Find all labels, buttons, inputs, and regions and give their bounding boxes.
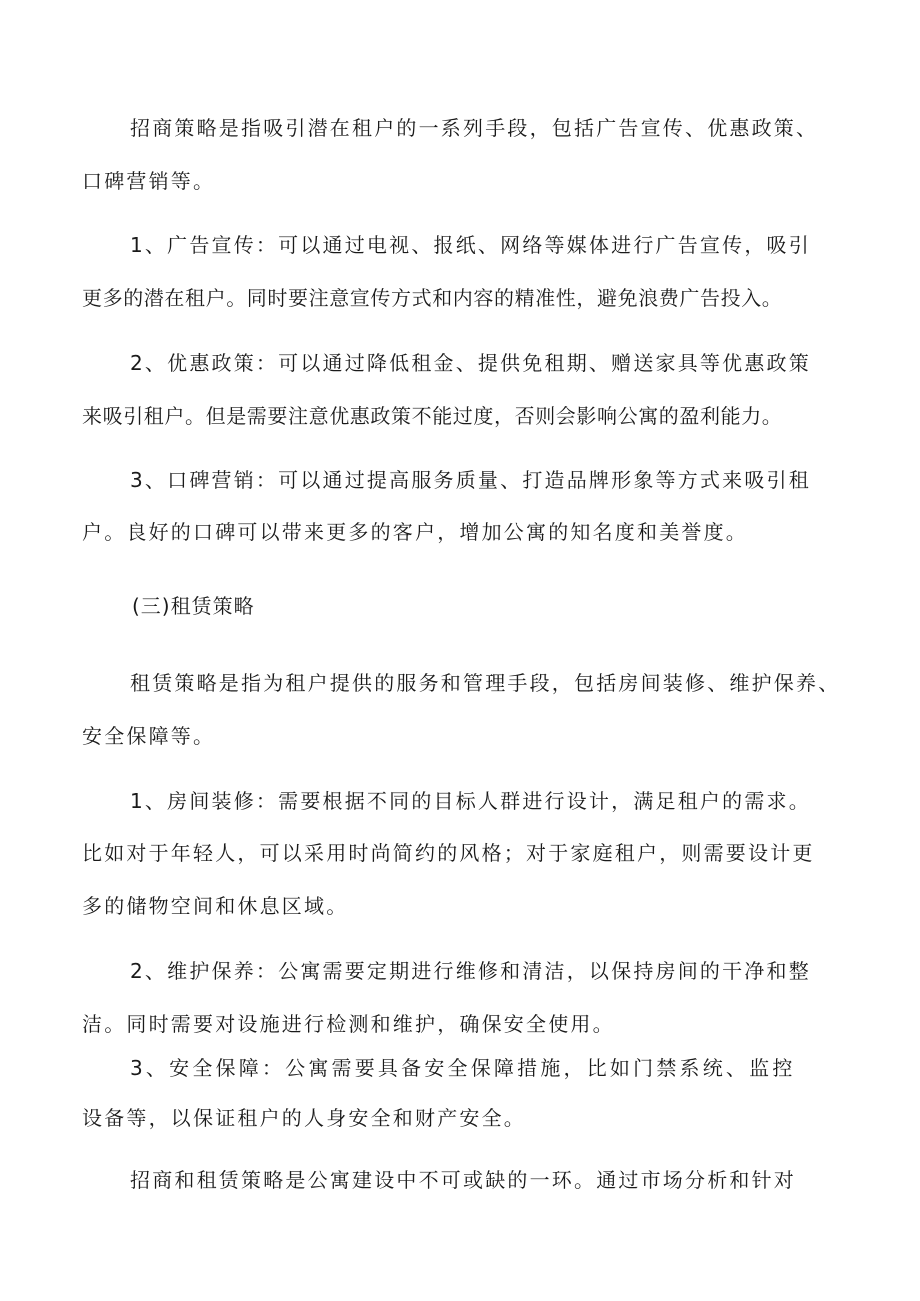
paragraph-line: 比如对于年轻人，可以采用时尚简约的风格；对于家庭租户，则需要设计更 <box>82 841 815 865</box>
paragraph-line: 租赁策略是指为租户提供的服务和管理手段，包括房间装修、维护保养、 <box>130 671 841 695</box>
paragraph-line: 招商策略是指吸引潜在租户的一系列手段，包括广告宣传、优惠政策、 <box>130 116 819 140</box>
paragraph-line: 更多的潜在租户。同时要注意宣传方式和内容的精准性，避免浪费广告投入。 <box>82 286 783 310</box>
paragraph-line: 口碑营销等。 <box>82 169 216 193</box>
paragraph-line: 设备等，以保证租户的人身安全和财产安全。 <box>82 1106 526 1130</box>
paragraph-line: 洁。同时需要对设施进行检测和维护，确保安全使用。 <box>82 1012 615 1036</box>
paragraph-line: 1、房间装修：需要根据不同的目标人群进行设计，满足租户的需求。 <box>130 789 811 813</box>
paragraph-line: 户。良好的口碑可以带来更多的客户，增加公寓的知名度和美誉度。 <box>82 520 748 544</box>
paragraph-line: 安全保障等。 <box>82 724 216 748</box>
section-heading: (三)租赁策略 <box>132 594 255 618</box>
paragraph-line: 1、广告宣传：可以通过电视、报纸、网络等媒体进行广告宣传，吸引 <box>130 233 811 257</box>
paragraph-line: 2、优惠政策：可以通过降低租金、提供免租期、赠送家具等优惠政策 <box>130 351 811 375</box>
paragraph-line: 3、安全保障：公寓需要具备安全保障措施，比如门禁系统、监控 <box>130 1056 796 1080</box>
paragraph-line: 招商和租赁策略是公寓建设中不可或缺的一环。通过市场分析和针对 <box>130 1168 796 1192</box>
paragraph-line: 多的储物空间和休息区域。 <box>82 894 349 918</box>
paragraph-line: 3、口碑营销：可以通过提高服务质量、打造品牌形象等方式来吸引租 <box>130 468 811 492</box>
paragraph-line: 来吸引租户。但是需要注意优惠政策不能过度，否则会影响公寓的盈利能力。 <box>82 404 783 428</box>
paragraph-line: 2、维护保养：公寓需要定期进行维修和清洁，以保持房间的干净和整 <box>130 959 811 983</box>
